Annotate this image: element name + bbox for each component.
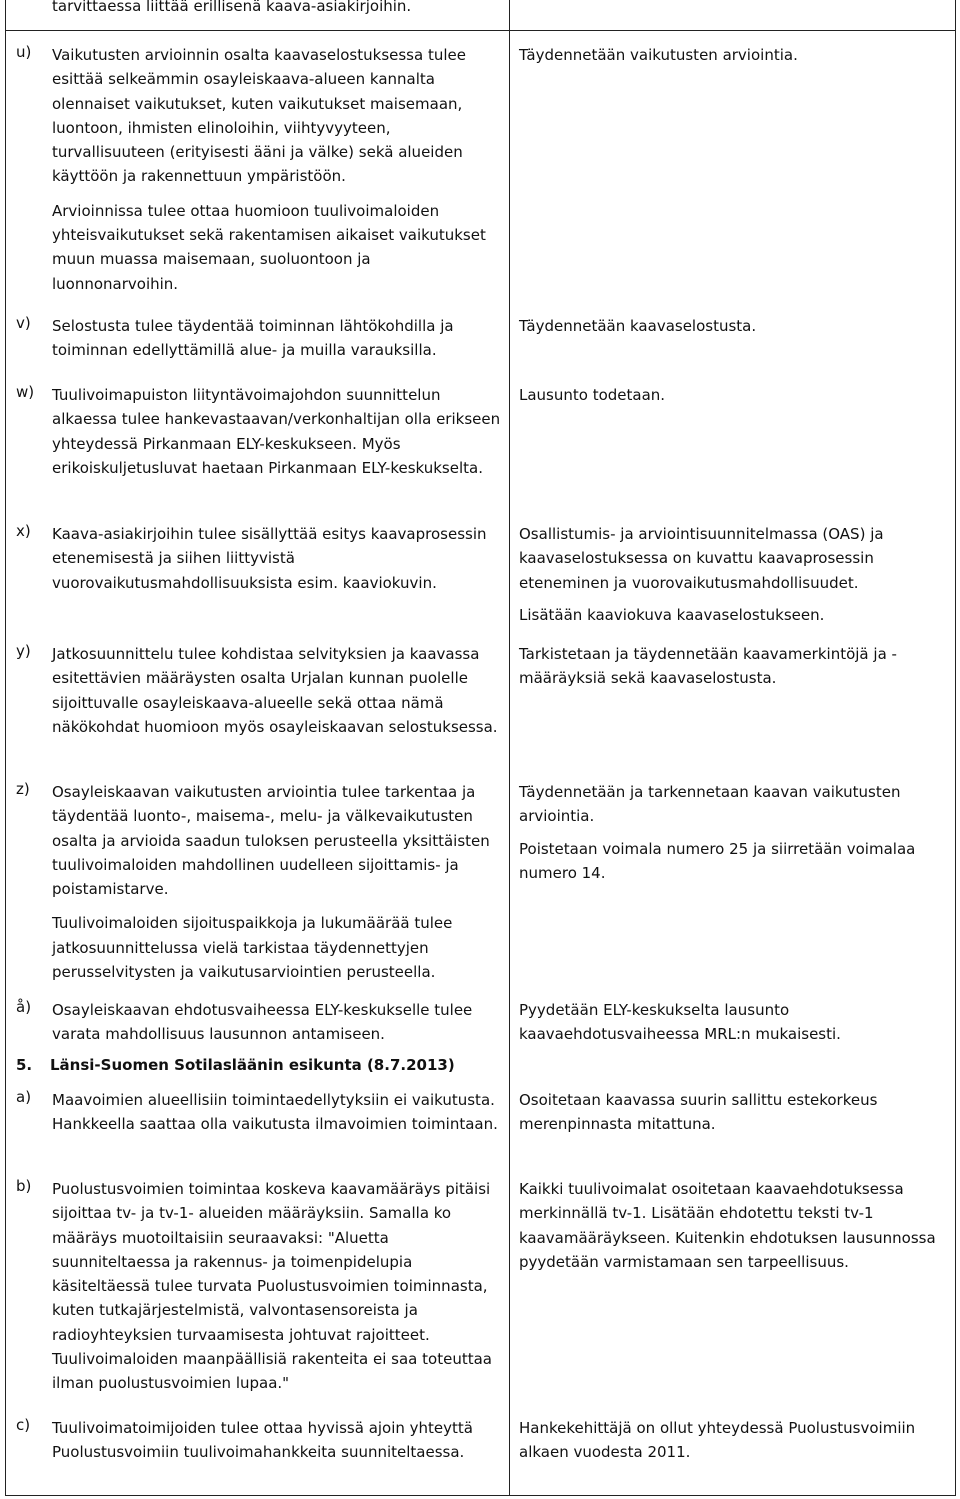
comment-text: Maavoimien alueellisiin toimintaedellytyksiin ei vaikutusta. Hankkeella saattaa olla vaikutusta ilmavoimien toimintaan. — [52, 1091, 498, 1134]
response-text: Poistetaan voimala numero 25 ja siirretään voimalaa numero 14. — [519, 839, 916, 882]
comment-cell — [16, 383, 501, 490]
comment-text: Tuulivoimapuiston liityntävoimajohdon suunnittelun alkaessa tulee hankevastaavan/verkonhaltijan olla erikseen yhteydessä Pirkanmaan ELY-keskukseen. Myös erikoiskuljetusluvat haetaan Pirkanmaan ELY-keskukselta. — [52, 386, 501, 477]
section-number: 5. — [16, 1056, 33, 1074]
comment-text: Osayleiskaavan ehdotusvaiheessa ELY-keskukselle tulee varata mahdollisuus lausunnon antamiseen. — [52, 1001, 473, 1044]
comment-cell — [16, 1088, 501, 1147]
response-cell — [519, 43, 949, 75]
comment-cell — [16, 1416, 501, 1475]
item-label: b) — [16, 1177, 32, 1195]
section-heading — [16, 1056, 516, 1074]
response-text: Osoitetaan kaavassa suurin sallittu estekorkeus merenpinnasta mitattuna. — [519, 1091, 878, 1134]
comment-text: Tuulivoimaloiden sijoituspaikkoja ja lukumäärää tulee jatkosuunnittelussa vielä tarkistaa täydennettyjen perusselvitysten ja vaikutusarviointien perusteella. — [52, 914, 453, 982]
comment-cell — [16, 998, 501, 1057]
item-label: x) — [16, 522, 31, 540]
comment-text: Kaava-asiakirjoihin tulee sisällyttää esitys kaavaprosessin etenemisestä ja siihen liittyvistä vuorovaikutusmahdollisuuksista esim. kaaviokuvin. — [52, 525, 487, 592]
response-cell — [519, 522, 949, 635]
item-label: a) — [16, 1088, 32, 1106]
response-text: Täydennetään ja tarkennetaan kaavan vaikutusten arviointia. — [519, 783, 901, 826]
response-cell — [519, 998, 949, 1055]
response-text: Pyydetään ELY-keskukselta lausunto kaavaehdotusvaiheessa MRL:n mukaisesti. — [519, 1001, 841, 1044]
section-title: Länsi-Suomen Sotilasläänin esikunta (8.7.2013) — [50, 1056, 455, 1074]
comment-cell — [16, 642, 501, 749]
response-cell — [519, 314, 949, 346]
response-cell — [519, 1177, 949, 1282]
response-cell — [519, 1416, 949, 1473]
response-text: Täydennetään kaavaselostusta. — [519, 317, 757, 335]
comment-cell — [16, 780, 501, 994]
comment-cell — [16, 1177, 501, 1406]
comment-text: Selostusta tulee täydentää toiminnan lähtökohdilla ja toiminnan edellyttämillä alue- ja muilla varauksilla. — [52, 317, 454, 360]
comment-cell — [16, 43, 501, 306]
comment-text: Tuulivoimatoimijoiden tulee ottaa hyvissä ajoin yhteyttä Puolustusvoimiin tuulivoimahankkeita suunniteltaessa. — [52, 1419, 473, 1462]
item-label: y) — [16, 642, 31, 660]
comment-text: Arvioinnissa tulee ottaa huomioon tuulivoimaloiden yhteisvaikutukset sekä rakentamisen aikaiset vaikutukset muun muassa maisemaan, suoluontoon ja luonnonarvoihin. — [52, 201, 486, 293]
response-text: Lisätään kaaviokuva kaavaselostukseen. — [519, 605, 825, 624]
comment-text: Osayleiskaavan vaikutusten arviointia tulee tarkentaa ja täydentää luonto-, maisema-, melu- ja välkevaikutusten osalta ja arvioida saadun tuloksen perusteella yksittäisten tuulivoimaloiden mahdollinen uudelleen sijoittamis- ja poistamistarve. — [52, 783, 490, 899]
comment-cell — [16, 314, 501, 373]
response-cell — [519, 383, 949, 415]
item-label: å) — [16, 998, 32, 1016]
comment-table — [5, 0, 956, 1496]
item-label: w) — [16, 383, 35, 401]
response-cell — [519, 1088, 949, 1145]
item-label: u) — [16, 43, 32, 61]
response-text: Hankekehittäjä on ollut yhteydessä Puolustusvoimiin alkaen vuodesta 2011. — [519, 1419, 916, 1462]
comment-text: Vaikutusten arvioinnin osalta kaavaselostuksessa tulee esittää selkeämmin osayleiskaava-alueen kannalta olennaiset vaikutukset, kuten vaikutukset maisemaan, luontoon, ihmisten elinoloihin, viihtyvyyteen, turvallisuuteen (erityisesti ääni ja välke) sekä alueiden käyttöön ja rakennettuun ympäristöön. — [52, 46, 466, 186]
column-divider — [509, 0, 510, 1495]
intro-text: tarvittaessa liittää erillisenä kaava-asiakirjoihin. — [52, 0, 412, 15]
comment-text: Jatkosuunnittelu tulee kohdistaa selvityksien ja kaavassa esitettävien määräysten osalta Urjalan kunnan puolelle sijoittuvalle osayleiskaava-alueelle sekä ottaa nämä näkökohdat huomioon myös osayleiskaavan selostuksessa. — [52, 645, 498, 736]
response-text: Osallistumis- ja arviointisuunnitelmassa (OAS) ja kaavaselostuksessa on kuvattu kaavaprosessin eteneminen ja vuorovaikutusmahdollisuudet. — [519, 525, 884, 592]
response-cell — [519, 642, 949, 699]
response-cell — [519, 780, 949, 893]
comment-cell — [16, 522, 501, 605]
row-separator — [6, 30, 955, 31]
response-text: Täydennetään vaikutusten arviointia. — [519, 46, 798, 64]
response-text: Tarkistetaan ja täydennetään kaavamerkintöjä ja -määräyksiä sekä kaavaselostusta. — [519, 645, 897, 688]
item-label: z) — [16, 780, 30, 798]
item-label: v) — [16, 314, 31, 332]
comment-text: Puolustusvoimien toimintaa koskeva kaavamääräys pitäisi sijoittaa tv- ja tv-1- alueiden määräyksiin. Samalla ko määräys muotoiltaisiin seuraavaksi: "Aluetta suunniteltaessa ja rakennus- ja toimenpidelupia käsiteltäessä tulee turvata Puolustusvoimien toiminnasta, kuten tutkajärjestelmistä, valvontasensoreista ja radioyhteyksien turvaamisesta johtuvat rajoitteet. Tuulivoimaloiden maanpäällisiä rakenteita ei saa toteuttaa ilman puolustusvoimien lupaa." — [52, 1180, 492, 1393]
response-text: Kaikki tuulivoimalat osoitetaan kaavaehdotuksessa merkinnällä tv-1. Lisätään ehdotettu teksti tv-1 kaavamääräykseen. Kuitenkin ehdotuksen lausunnossa pyydetään varmistamaan sen tarpeellisuus. — [519, 1180, 936, 1271]
item-label: c) — [16, 1416, 31, 1434]
response-text: Lausunto todetaan. — [519, 386, 666, 404]
